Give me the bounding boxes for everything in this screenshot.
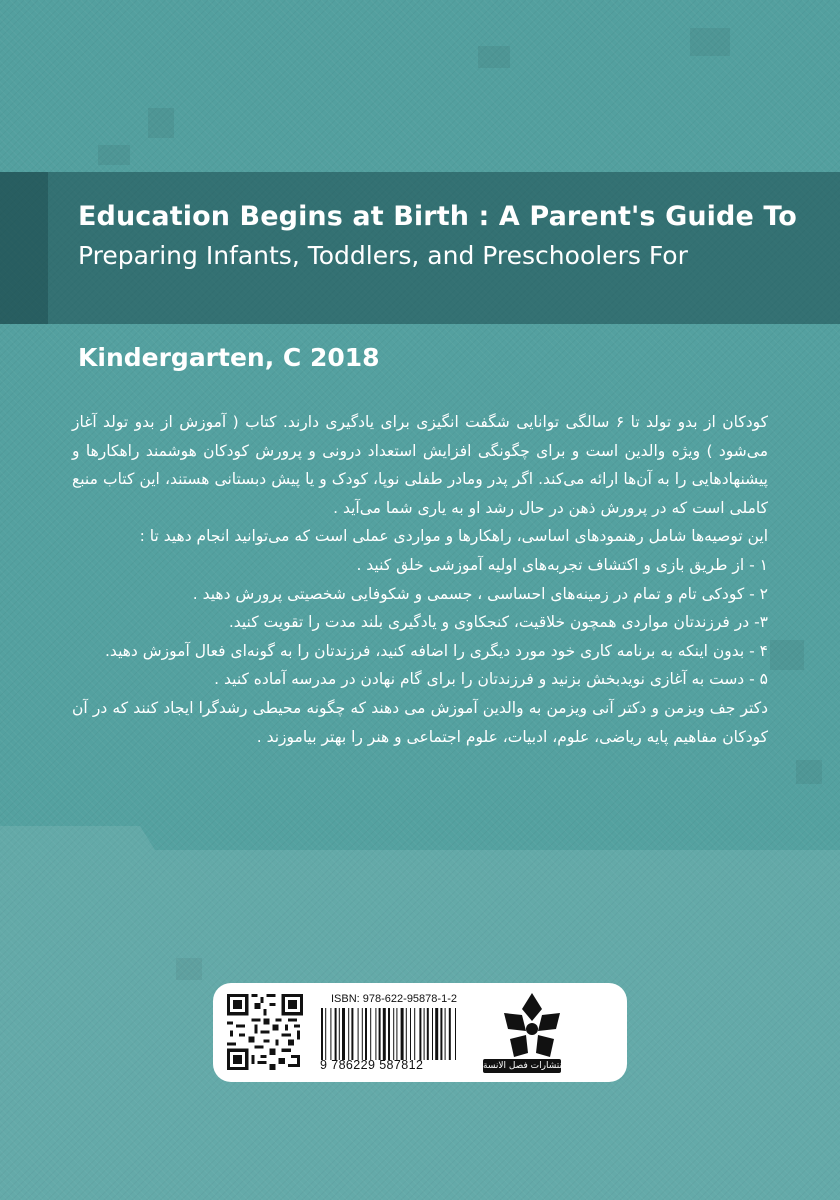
barcode-icon: [319, 1008, 489, 1060]
title-band-accent: [0, 172, 48, 324]
book-title-line-1: Education Begins at Birth : A Parent's Guide To: [78, 201, 797, 232]
description-list-item: ۵ - دست به آغازی نویدبخش بزنید و فرزندتان را برای گام نهادن در مدرسه آماده کنید .: [214, 670, 768, 689]
description-list-item: ۱ - از طریق بازی و اکتشاف تجربه‌های اولیه آموزشی خلق کنید .: [356, 555, 768, 574]
description-list-item: ۲ - کودکی تام و تمام در زمینه‌های احساسی ، جسمی و شکوفایی شخصیتی پرورش دهید .: [192, 584, 768, 603]
publisher-name: انتشارات فصل الانسة: [483, 1061, 565, 1071]
decor-square: [98, 145, 130, 165]
decor-square: [690, 28, 730, 56]
qr-code-icon: [227, 994, 303, 1070]
decor-square: [478, 46, 510, 68]
barcode-digits: 9 786229 587812: [320, 1058, 424, 1072]
isbn-label: ISBN: 978-622-95878-1-2: [331, 993, 457, 1005]
description-list-item: ۳- در فرزندتان مواردی همچون خلاقیت، کنجکاوی و یادگیری بلند مدت را تقویت کنید.: [228, 613, 768, 632]
decor-square: [796, 760, 822, 784]
description-paragraph: کودکان از بدو تولد تا ۶ سالگی توانایی شگفت انگیزی برای یادگیری دارند. کتاب ( آموزش از بدو تولد آغاز می‌شود ) ویژه والدین است و برای چگونگی افزایش استعداد درونی و پرورش کودکان هوشمند راهکارها و پیشنهادهایی را به آن‌ها ارائه می‌کند. اگر پدر ومادر طفلی نوپا، کودک و یا پیش دبستانی هستند، این کتاب منبع کاملی است که در پرورش ذهن در حال رشد او به یاری شما می‌آید .: [72, 413, 768, 517]
decor-square: [148, 108, 174, 138]
description-text: [72, 408, 768, 751]
description-paragraph: این توصیه‌ها شامل رهنمودهای اساسی، راهکارها و مواردی عملی است که می‌توانید انجام دهید تا :: [139, 527, 768, 546]
book-title-line-2: Preparing Infants, Toddlers, and Preschoolers For: [78, 241, 688, 270]
decor-square: [770, 640, 804, 670]
barcode-box: [213, 983, 627, 1082]
description-paragraph: دکتر جف ویزمن و دکتر آنی ویزمن به والدین آموزش می دهند که چگونه محیطی رشدگرا ایجاد کنند که در آن کودکان مفاهیم پایه ریاضی، علوم، ادبیات، علوم اجتماعی و هنر را بهتر بیاموزند .: [72, 698, 768, 746]
description-list-item: ۴ - بدون اینکه به برنامه کاری خود مورد دیگری را اضافه کنید، فرزندتان را به گونه‌ای فعال آموزش دهید.: [105, 641, 768, 660]
book-title-line-3: Kindergarten, C 2018: [78, 343, 380, 372]
